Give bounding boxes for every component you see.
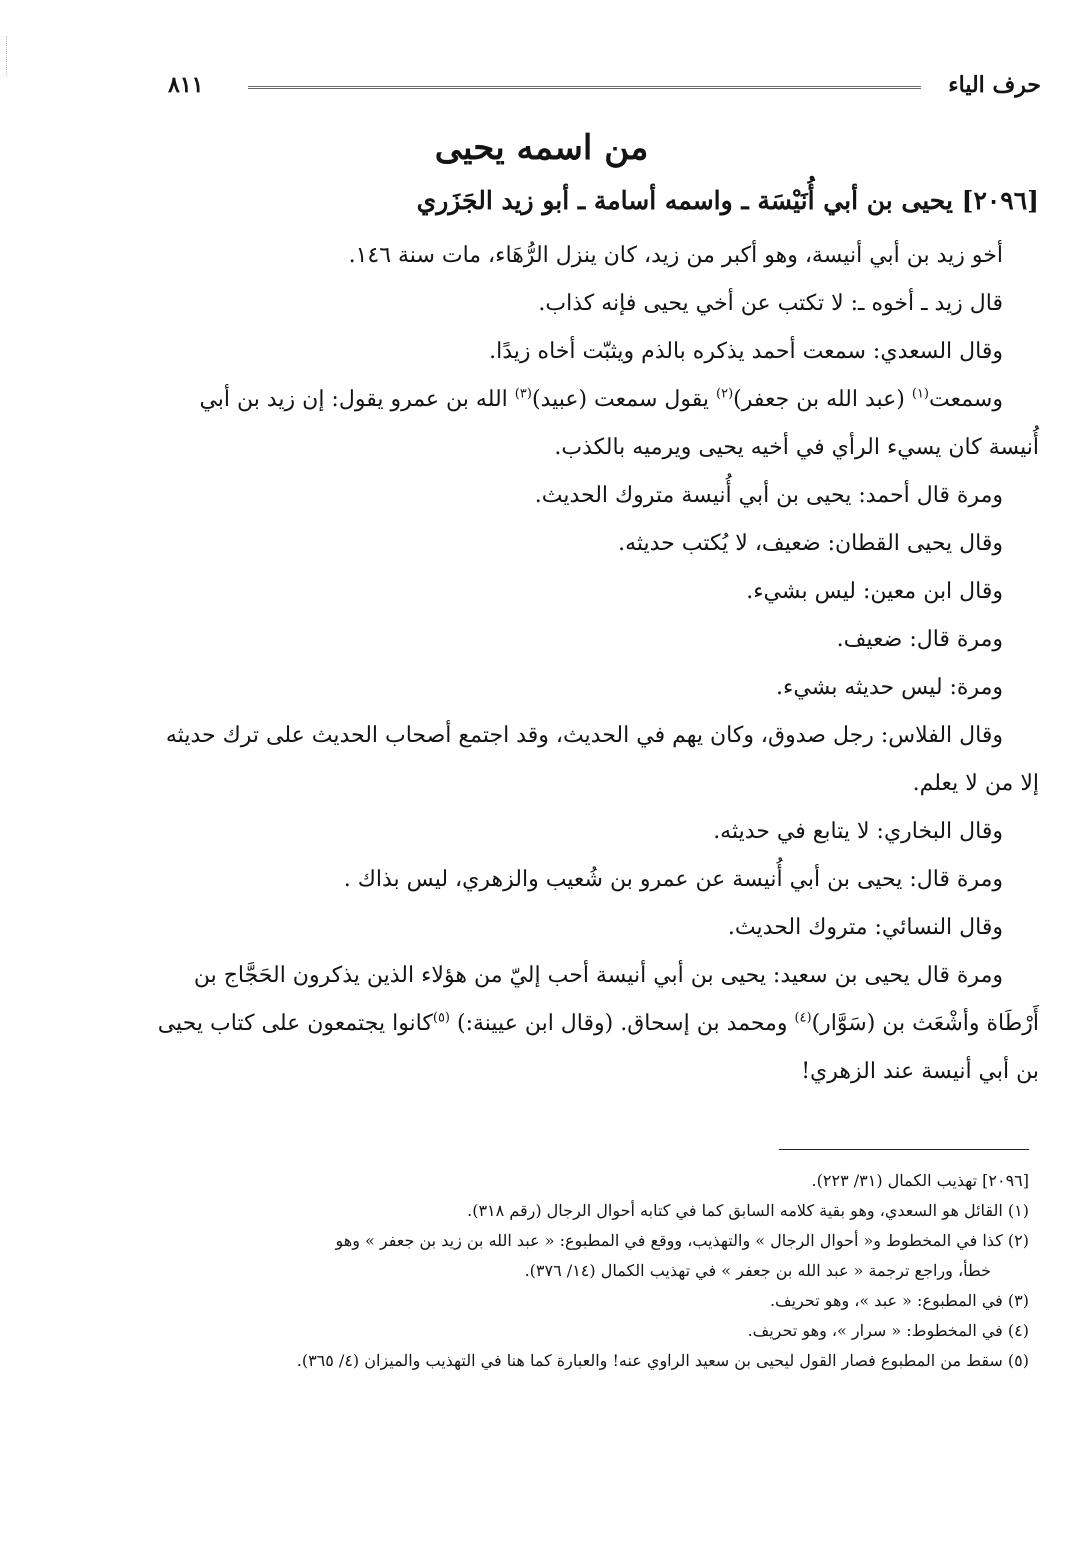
paragraph: وقال البخاري: لا يتابع في حديثه. [713,819,1003,844]
text-run: ومرة قال يحيى بن سعيد: يحيى بن أبي أنيسة أحب إليّ من هؤلاء الذين يذكرون الحَجَّاج بن أَرْطَاة وأشْعَث بن (سَوَّار) [193,963,1039,1036]
paragraph: ومرة قال: يحيى بن أبي أُنيسة عن عمرو بن شُعيب والزهري، ليس بذاك . [343,867,1003,892]
paragraph: وقال الفلاس: رجل صدوق، وكان يهم في الحديث، وقد اجتمع أصحاب الحديث على ترك حديثه إلا من لا يعلم. [165,723,1039,796]
text-run: (عبد الله بن جعفر) [733,387,912,412]
paragraph: أخو زيد بن أبي أنيسة، وهو أكبر من زيد، كان ينزل الرُّهَاء، مات سنة ١٤٦. [348,243,1003,268]
paragraph: ومرة: ليس حديثه بشيء. [776,675,1003,700]
running-title: حرف الياء [948,72,1041,98]
text-run: الله بن عمرو يقول: إن زيد بن أبي أُنيسة كان يسيء الرأي في أخيه يحيى ويرميه بالكذب. [199,387,1039,460]
footnote-ref: (٥) [432,1010,450,1026]
footnote-ref: (٣) [514,386,532,402]
running-header [168,72,1041,102]
paragraph: وقال السعدي: سمعت أحمد يذكره بالذم ويثبّت أخاه زيدًا. [489,339,1003,364]
paragraph [150,376,1039,472]
footnote: (٤) في المخطوط: « سرار »، وهو تحريف. [747,1321,1029,1340]
paragraph: ومرة قال: ضعيف. [836,627,1003,652]
paragraph: قال زيد ـ أخوه ـ: لا تكتب عن أخي يحيى فإنه كذاب. [538,291,1003,316]
footnote-ref: (٤) [794,1010,812,1026]
entry-body [150,232,1039,1096]
text-run: كانوا يجتمعون على كتاب يحيى بن أبي أنيسة عند الزهري! [157,1011,1039,1084]
footnote-source: [٢٠٩٦] تهذيب الكمال (٣١/ ٢٢٣). [811,1171,1029,1190]
entry-heading: [٢٠٩٦] يحيى بن أبي أُنَيْسَة ـ واسمه أسامة ـ أبو زيد الجَزَري [416,186,1039,215]
text-run: وسمعت [929,387,1003,412]
footnote-ref: (٢) [716,386,734,402]
text-run: ومحمد بن إسحاق. (وقال ابن عيينة:) [450,1011,795,1036]
paragraph [150,952,1039,1096]
footnote: (٣) في المطبوع: « عبد »، وهو تحريف. [769,1291,1029,1310]
header-rule [248,86,921,89]
footnote-ref: (١) [911,386,929,402]
page-number: ٨١١ [168,72,204,98]
footnote: (١) القائل هو السعدي، وهو بقية كلامه السابق كما في كتابه أحوال الرجال (رقم ٣١٨). [467,1201,1029,1220]
section-heading: من اسمه يحيى [434,128,649,168]
paragraph: ومرة قال أحمد: يحيى بن أبي أُنيسة متروك الحديث. [534,483,1003,508]
footnotes [150,1166,1039,1376]
footnote: (٥) سقط من المطبوع فصار القول ليحيى بن سعيد الراوي عنه! والعبارة كما هنا في التهذيب والميزان (٤/ ٣٦٥). [296,1351,1029,1370]
gutter-marks [6,36,13,76]
paragraph: وقال يحيى القطان: ضعيف، لا يُكتب حديثه. [618,531,1003,556]
paragraph: وقال النسائي: متروك الحديث. [727,915,1003,940]
footnote-continuation: خطأ، وراجع ترجمة « عبد الله بن جعفر » في تهذيب الكمال (١٤/ ٣٧٦). [524,1261,991,1280]
text-run: يقول سمعت (عبيد) [531,387,717,412]
footnote: (٢) كذا في المخطوط و« أحوال الرجال » والتهذيب، ووقع في المطبوع: « عبد الله بن زيد بن جعفر » وهو [335,1231,1029,1250]
footnote-separator [779,1149,1029,1150]
paragraph: وقال ابن معين: ليس بشيء. [746,579,1003,604]
